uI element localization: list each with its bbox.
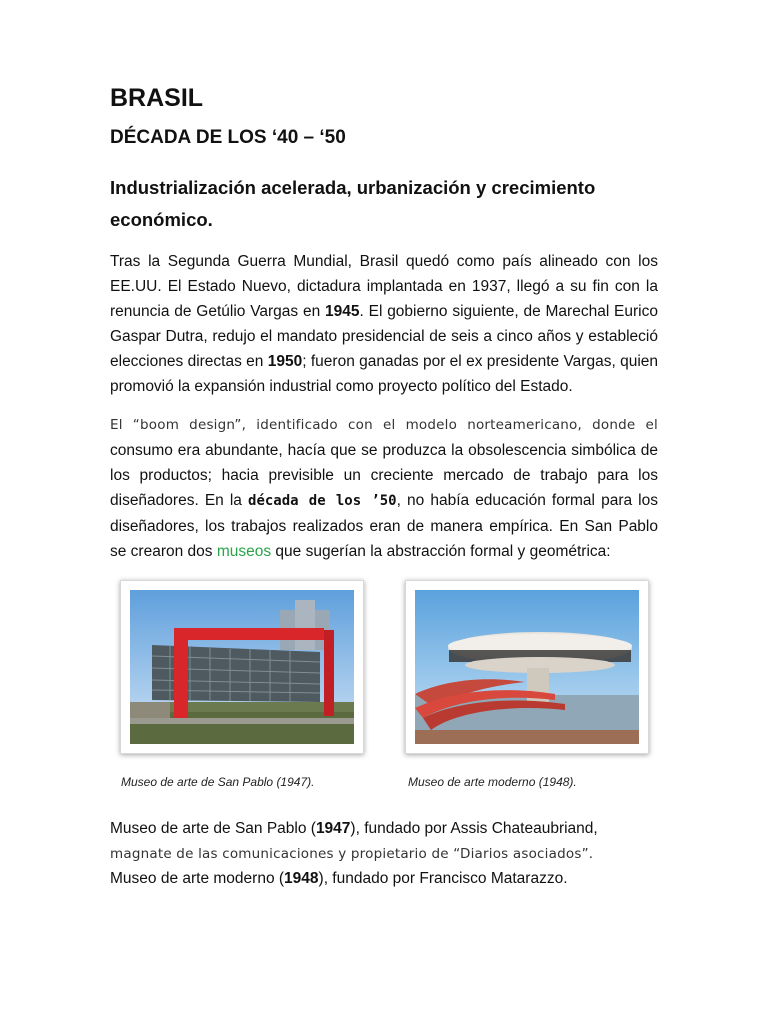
para1-text-2: . El gobierno siguiente, de Marechal Eurico Gaspar Dutra, redujo el mandato presidencial de seis a cinco años y estableció elecciones directas en — [110, 303, 658, 370]
para2-text-1: El “boom design”, identificado con el modelo norteamericano, donde el — [110, 417, 658, 433]
year-1947: 1947 — [315, 820, 351, 837]
masp-line-2: magnate de las comunicaciones y propietario de “Diarios asociados”. — [110, 846, 594, 862]
paragraph-design — [110, 412, 658, 564]
para1-text-1: Tras la Segunda Guerra Mundial, Brasil quedó como país alineado con los EE.UU. El Estado Nuevo, dictadura implantada en 1937, llegó a su fin con la renuncia de Getúlio Vargas en — [110, 253, 658, 320]
caption-masp: Museo de arte de San Pablo (1947). — [121, 775, 315, 789]
museum-info-paragraph — [110, 816, 658, 867]
year-1948: 1948 — [284, 870, 319, 887]
paragraph-history — [110, 249, 658, 399]
page-subtitle: DÉCADA DE LOS ‘40 – ‘50 — [110, 127, 346, 148]
caption-mac: Museo de arte moderno (1948). — [408, 775, 577, 789]
photo-mac — [405, 580, 649, 754]
para2-text-2: consumo era abundante, hacía que se produzca la obsolescencia simbólica de los productos; hacia previsible un creciente mercado de trabajo para los diseñadores. En la — [110, 442, 658, 509]
mac-info-line — [110, 866, 658, 891]
para2-text-4: que sugerían la abstracción formal y geométrica: — [271, 543, 611, 560]
section-heading: Industrialización acelerada, urbanización y crecimiento económico. — [110, 177, 596, 230]
year-1945: 1945 — [325, 303, 360, 320]
para2-text-3: , no había educación formal para los diseñadores, los trabajos realizados eran de manera empírica. En San Pablo se crearon dos — [110, 492, 658, 560]
masp-building-image — [130, 590, 354, 744]
para1-text-3: ; fueron ganadas por el ex presidente Vargas, quien promovió la expansión industrial como proyecto político del Estado. — [110, 353, 659, 395]
mac-line-a: Museo de arte moderno ( — [110, 870, 285, 887]
mac-line-b: ), fundado por Francisco Matarazzo. — [318, 870, 568, 887]
mac-building-image — [415, 590, 639, 744]
photo-masp — [120, 580, 364, 754]
museos-link[interactable]: museos — [216, 543, 272, 560]
year-1950: 1950 — [267, 353, 303, 370]
masp-line-b: ), fundado por Assis Chateaubriand, — [350, 820, 598, 837]
masp-line-a: Museo de arte de San Pablo ( — [110, 820, 316, 837]
page-title: BRASIL — [110, 84, 204, 112]
decade-bold: década de los ’50 — [248, 493, 397, 509]
